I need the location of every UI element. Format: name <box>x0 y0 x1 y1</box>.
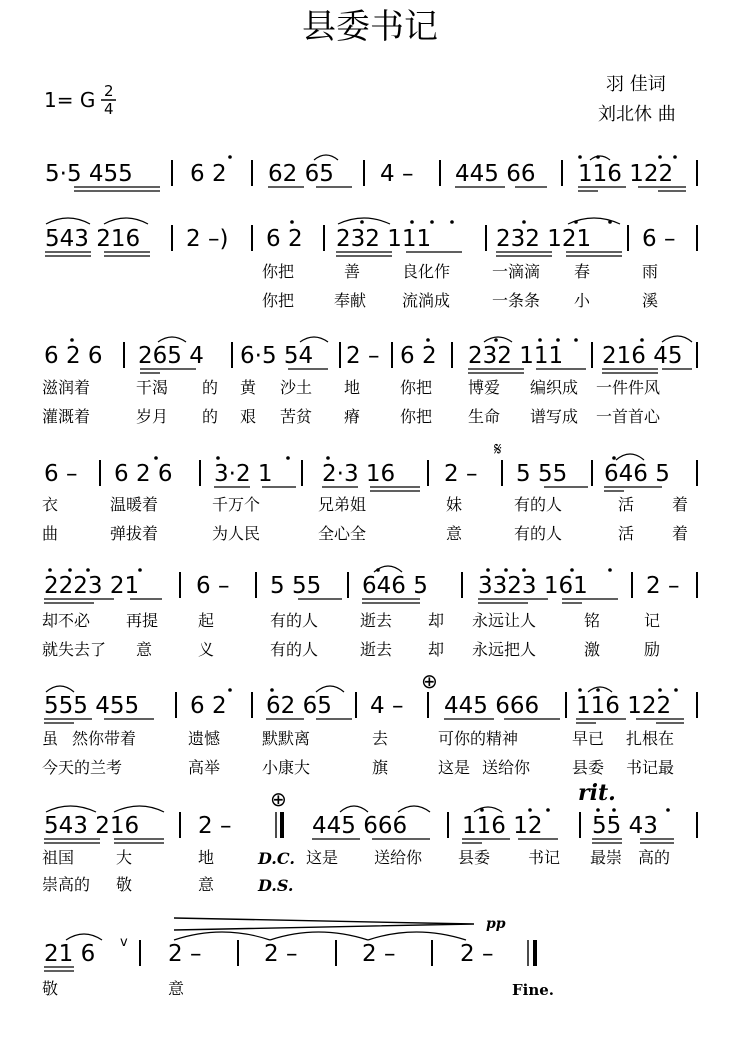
lyric-r2-v2-6: 溪 <box>642 291 659 310</box>
lyric-r6-v2-3: 小康大 <box>262 758 311 777</box>
lyric-r4-v2-6: 有的人 <box>514 524 563 543</box>
breath-mark: v <box>120 935 128 950</box>
staff-row-1 <box>45 155 697 191</box>
lyric-r6-v2-5: 这是 <box>438 758 471 777</box>
lyric-r3-v1-1: 滋润着 <box>42 378 91 397</box>
lyric-r7-v1-7: 书记 <box>528 848 561 867</box>
measure-r1-1: 5·5 455 <box>45 161 133 187</box>
lyric-r2-v2-1: 你把 <box>262 291 295 310</box>
lyric-r3-v1-8: 博爱 <box>468 378 501 397</box>
lyric-r7-v1-4: 这是 <box>306 848 339 867</box>
lyric-r6-v2-2: 高举 <box>188 758 221 777</box>
lyric-r3-v2-10: 一首首心 <box>596 407 661 426</box>
lyric-r7-v1-3: 地 <box>198 848 215 867</box>
measure-r3-1: 6 2 6 <box>44 343 103 369</box>
lyric-r6-v2-8: 书记最 <box>626 758 675 777</box>
measure-r2-3: 6 2 <box>266 226 303 252</box>
measure-r5-5: 3323 161 <box>478 573 588 599</box>
lyric-r2-v1-1: 你把 <box>262 262 295 281</box>
lyric-r3-v1-2: 干渴 <box>136 378 169 397</box>
lyric-r3-v1-4: 黄 <box>240 378 257 397</box>
fine-mark: Fine. <box>512 981 555 999</box>
lyric-r7-v1-1: 祖国 <box>42 848 75 867</box>
lyric-r2-v2-5: 小 <box>574 291 591 310</box>
lyric-r2-v2-3: 流淌成 <box>402 291 451 310</box>
measure-r8-4: 2 – <box>362 941 396 967</box>
lyric-r4-v2-4: 全心全 <box>318 524 367 543</box>
lyric-r6-v1-3: 遗憾 <box>188 729 221 748</box>
lyric-r5-v1-8: 铭 <box>584 611 601 630</box>
staff-row-7 <box>44 806 697 843</box>
lyric-r3-v2-8: 生命 <box>468 407 501 426</box>
lyric-r4-v1-2: 温暖着 <box>110 495 159 514</box>
lyric-r5-v1-9: 记 <box>644 611 661 630</box>
lyric-r6-v1-1: 虽 <box>42 729 59 748</box>
lyric-r6-v2-4: 旗 <box>372 758 389 777</box>
lyric-r7-v2-3: 意 <box>198 875 215 894</box>
lyric-r3-v1-6: 地 <box>344 378 361 397</box>
ritardando-mark: rit. <box>578 780 616 806</box>
lyric-r5-v1-3: 起 <box>198 611 215 630</box>
measure-r4-4: 2·3 16 <box>322 461 396 487</box>
measure-r1-5: 445 66 <box>455 161 536 187</box>
lyric-r4-v2-8: 着 <box>672 524 689 543</box>
lyric-r4-v1-4: 兄弟姐 <box>318 495 367 514</box>
measure-r6-1: 555 455 <box>44 693 140 719</box>
measure-r2-6: 6 – <box>642 226 676 252</box>
measure-r2-5: 232 121 <box>496 226 592 252</box>
measure-r7-3: 445 666 <box>312 813 408 839</box>
lyrics-row-7 <box>42 848 670 895</box>
lyric-r7-v2-2: 敬 <box>116 875 133 894</box>
measure-r5-2: 6 – <box>196 573 230 599</box>
lyric-r5-v1-1: 却不必 <box>42 611 91 630</box>
lyrics-row-8 <box>42 979 554 999</box>
lyric-r4-v1-8: 着 <box>672 495 689 514</box>
composer-credit: 刘北休 曲 <box>598 104 676 125</box>
decrescendo-hairpin <box>174 918 474 930</box>
dc-mark: D.C. <box>258 849 295 868</box>
staff-row-4 <box>44 454 697 491</box>
measure-r7-1: 543 216 <box>44 813 140 839</box>
segno-sign: 𝄋 <box>494 439 502 460</box>
measure-r6-5: 445 666 <box>444 693 540 719</box>
measure-r6-3: 62 65 <box>266 693 332 719</box>
time-sig-denominator: 4 <box>104 100 114 118</box>
lyric-r6-v1-7: 早已 <box>572 729 605 748</box>
measure-r2-1: 543 216 <box>45 226 141 252</box>
lyric-r2-v1-6: 雨 <box>642 262 659 281</box>
pianissimo-mark: pp <box>486 916 506 932</box>
lyric-r3-v1-7: 你把 <box>400 378 433 397</box>
lyric-r4-v2-7: 活 <box>618 524 635 543</box>
lyric-r3-v2-2: 岁月 <box>136 407 169 426</box>
measure-r3-2: 265 4 <box>138 343 204 369</box>
lyrics-row-4 <box>42 495 688 543</box>
measure-r4-7: 646 5 <box>604 461 670 487</box>
lyric-r4-v1-5: 妹 <box>446 495 463 514</box>
lyric-r4-v1-1: 衣 <box>42 495 59 514</box>
measure-r5-1: 2223 21 <box>44 573 140 599</box>
lyric-r3-v2-7: 你把 <box>400 407 433 426</box>
lyric-r5-v1-7: 永远让人 <box>472 611 537 630</box>
measure-r2-2: 2 –) <box>186 226 229 252</box>
measure-r6-4: 4 – <box>370 693 404 719</box>
lyric-r8-v1-2: 意 <box>168 979 185 998</box>
lyric-r5-v1-6: 却 <box>428 611 445 630</box>
lyric-r3-v2-3: 的 <box>202 407 219 426</box>
measure-r1-6: 116 122 <box>578 161 674 187</box>
measure-r2-4: 232 111 <box>336 226 432 252</box>
measure-r3-3: 6·5 54 <box>240 343 314 369</box>
lyric-r3-v2-6: 瘠 <box>344 407 361 426</box>
measure-r8-5: 2 – <box>460 941 494 967</box>
lyric-r5-v2-4: 有的人 <box>270 640 319 659</box>
measure-r5-4: 646 5 <box>362 573 428 599</box>
lyric-r7-v1-8: 最崇 <box>590 848 623 867</box>
lyric-r5-v2-5: 逝去 <box>360 640 393 659</box>
measure-r8-2: 2 – <box>168 941 202 967</box>
lyric-r5-v2-9: 励 <box>644 640 661 659</box>
staff-row-2 <box>45 218 697 256</box>
lyric-r2-v1-5: 春 <box>574 262 591 281</box>
lyric-r3-v1-9: 编织成 <box>530 378 579 397</box>
lyrics-row-5 <box>42 611 660 659</box>
lyrics-row-6 <box>42 729 674 777</box>
lyric-r7-v2-1: 崇高的 <box>42 875 91 894</box>
measure-r8-1: 21 6 <box>44 941 96 967</box>
measure-r7-4: 116 12 <box>462 813 543 839</box>
lyric-r5-v2-1: 就失去了 <box>42 640 107 659</box>
lyric-r3-v2-4: 艰 <box>240 407 257 426</box>
lyric-r3-v2-9: 谱写成 <box>530 407 579 426</box>
lyric-r6-v2-7: 县委 <box>572 758 605 777</box>
measure-r3-7: 216 45 <box>602 343 683 369</box>
lyric-r5-v2-8: 激 <box>584 640 601 659</box>
measure-r1-4: 4 – <box>380 161 414 187</box>
lyric-r7-v1-5: 送给你 <box>374 848 423 867</box>
measure-r7-2: 2 – <box>198 813 232 839</box>
lyric-r5-v2-6: 却 <box>428 640 445 659</box>
lyric-r4-v1-6: 有的人 <box>514 495 563 514</box>
lyric-r2-v2-2: 奉献 <box>334 291 367 310</box>
measure-r8-3: 2 – <box>264 941 298 967</box>
staff-row-3 <box>44 336 697 373</box>
lyric-r2-v2-4: 一条条 <box>492 291 541 310</box>
measure-r6-2: 6 2 <box>190 693 227 719</box>
staff-row-5 <box>44 566 697 603</box>
measure-r5-6: 2 – <box>646 573 680 599</box>
lyric-r4-v1-7: 活 <box>618 495 635 514</box>
song-title: 县委书记 <box>302 7 438 47</box>
measure-r3-6: 232 111 <box>468 343 564 369</box>
lyric-r4-v2-1: 曲 <box>42 524 59 543</box>
lyric-r4-v2-5: 意 <box>446 524 463 543</box>
lyric-r6-v2-1: 今天的兰考 <box>42 758 123 777</box>
lyric-r3-v2-5: 苦贫 <box>280 407 313 426</box>
lyric-r5-v1-5: 逝去 <box>360 611 393 630</box>
measure-r1-3: 62 65 <box>268 161 334 187</box>
lyric-r8-v1-1: 敬 <box>42 979 59 998</box>
lyric-r7-v1-6: 县委 <box>458 848 491 867</box>
measure-r6-6: 116 122 <box>576 693 672 719</box>
measure-r1-2: 6 2 <box>190 161 227 187</box>
measure-r4-2: 6 2 6 <box>114 461 173 487</box>
staff-row-6 <box>44 686 697 723</box>
lyric-r2-v1-2: 善 <box>344 262 361 281</box>
lyrics-row-2 <box>262 262 658 310</box>
ds-mark: D.S. <box>258 876 294 895</box>
lyric-r4-v2-2: 弹拔着 <box>110 524 159 543</box>
lyric-r2-v1-4: 一滴滴 <box>492 262 541 281</box>
lyric-r6-v1-6: 可你的精神 <box>438 729 519 748</box>
lyric-r4-v1-3: 千万个 <box>212 495 261 514</box>
lyric-r5-v1-4: 有的人 <box>270 611 319 630</box>
measure-r3-4: 2 – <box>346 343 380 369</box>
measure-r5-3: 5 55 <box>270 573 322 599</box>
lyric-r2-v1-3: 良化作 <box>402 262 451 281</box>
time-sig-numerator: 2 <box>104 82 114 100</box>
lyric-r5-v2-7: 永远把人 <box>472 640 537 659</box>
lyric-r6-v1-2: 然你带着 <box>72 729 137 748</box>
lyric-r5-v2-3: 义 <box>198 640 215 659</box>
measure-r7-5: 55 43 <box>592 813 658 839</box>
lyric-r6-v2-6: 送给你 <box>482 758 531 777</box>
lyric-r5-v2-2: 意 <box>136 640 153 659</box>
measure-r4-3: 3·2 1 <box>214 461 273 487</box>
coda-sign-upper: ⊕ <box>421 669 438 693</box>
lyric-r6-v1-4: 默默离 <box>262 729 311 748</box>
lyric-r7-v1-9: 高的 <box>638 848 671 867</box>
measure-r4-1: 6 – <box>44 461 78 487</box>
lyric-r4-v2-3: 为人民 <box>212 524 261 543</box>
measure-r4-6: 5 55 <box>516 461 568 487</box>
lyric-r3-v1-5: 沙土 <box>280 378 313 397</box>
lyric-r5-v1-2: 再提 <box>126 611 159 630</box>
staff-row-8 <box>44 932 535 971</box>
measure-r3-5: 6 2 <box>400 343 437 369</box>
key-signature: 1= G <box>44 88 96 112</box>
lyric-r6-v1-5: 去 <box>372 729 389 748</box>
lyrics-row-3 <box>42 378 661 426</box>
coda-sign-lower: ⊕ <box>270 787 287 811</box>
lyric-r6-v1-8: 扎根在 <box>626 729 675 748</box>
lyric-r3-v2-1: 灌溉着 <box>42 407 91 426</box>
lyricist-credit: 羽 佳词 <box>606 74 666 95</box>
measure-r4-5: 2 – <box>444 461 478 487</box>
lyric-r7-v1-2: 大 <box>116 848 133 867</box>
lyric-r3-v1-10: 一件件风 <box>596 378 661 397</box>
lyric-r3-v1-3: 的 <box>202 378 219 397</box>
